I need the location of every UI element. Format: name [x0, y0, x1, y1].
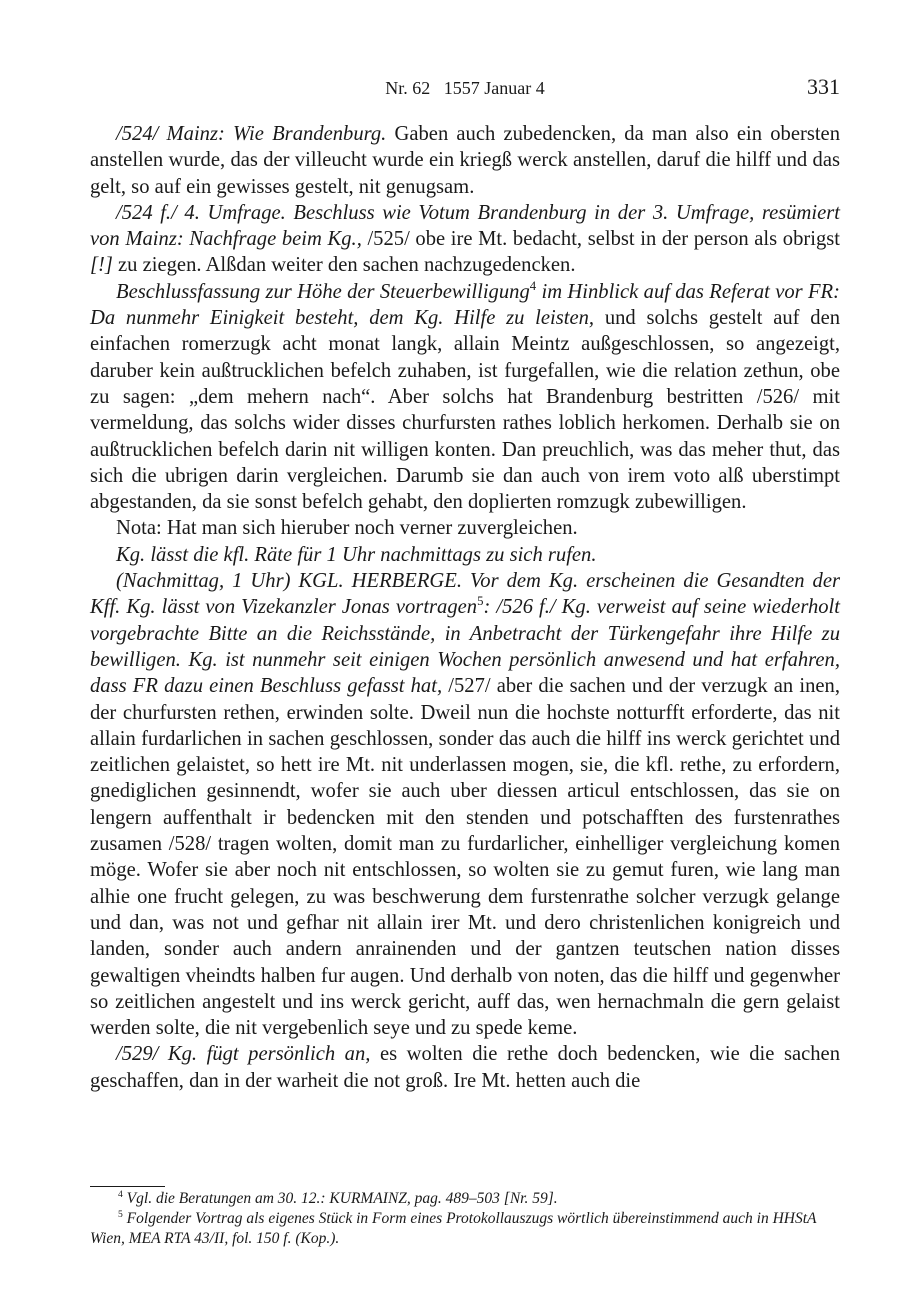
editorial-summary: Beschlussfassung zur Höhe der Steuerbewilligung: [116, 280, 530, 303]
paragraph: [90, 568, 840, 1041]
paragraph: [90, 515, 840, 541]
paragraph: [90, 121, 840, 200]
editorial-summary: Kg. lässt die kfl. Räte für 1 Uhr nachmittags zu sich rufen.: [116, 543, 597, 566]
footnote-marker: 5: [477, 594, 484, 609]
header-center: [90, 78, 840, 99]
editorial-summary: : /526 f./ Kg. verweist auf seine wiederholt vorgebrachte Bitte an die Reichsstände, in Anbetracht der Türkengefahr ihre Hilfe zu bewilligen. Kg. ist nunmehr seit einigen Wochen persönlich anwesend und hat erfahren, dass FR dazu einen Beschluss gefasst hat,: [90, 596, 840, 698]
footnote-text: Folgender Vortrag als eigenes Stück in Form eines Protokollauszugs wörtlich übereinstimmend auch in HHStA Wien, MEA RTA 43/II, fol. 150 f. (Kop.).: [90, 1210, 817, 1247]
footnote-text: Vgl. die Beratungen am 30. 12.: KURMAINZ, pag. 489–503 [Nr. 59].: [122, 1190, 558, 1207]
source-text: /525/ obe ire Mt. bedacht, selbst in der person als obrigst: [361, 228, 840, 251]
footnote-marker: 4: [529, 278, 537, 293]
paragraph: [90, 279, 840, 516]
footnote: [90, 1189, 840, 1209]
page-number: 331: [807, 74, 840, 99]
editorial-summary: /524/ Mainz: Wie Brandenburg.: [116, 123, 387, 145]
header-date: 1557 Januar 4: [443, 78, 545, 98]
editorial-summary: /529/ Kg. fügt persönlich an,: [116, 1043, 371, 1066]
editorial-summary: /524 f./ 4. Umfrage. Beschluss wie Votum Brandenburg in der 3. Umfrage, resümiert von Mainz: Nachfrage beim Kg.,: [90, 201, 840, 251]
footnote-rule: [90, 1186, 165, 1187]
paragraph: [90, 200, 840, 279]
source-text: zu ziegen. Alßdan weiter den sachen nachzugedencken.: [112, 254, 576, 277]
footnote-number: 5: [118, 1208, 123, 1220]
source-text: Nota: Hat man sich hieruber noch verner zuvergleichen.: [116, 517, 578, 540]
editorial-summary: im Hinblick auf das Referat vor FR: Da nunmehr Einigkeit besteht, dem Kg. Hilfe zu leisten,: [90, 280, 840, 330]
header-document-number: Nr. 62: [385, 78, 431, 98]
editorial-summary: [!]: [90, 254, 113, 277]
running-header: [90, 74, 840, 106]
source-text: es wolten die rethe doch bedencken, wie die sachen geschaffen, dan in der warheit die not groß. Ire Mt. hetten auch die: [90, 1043, 840, 1092]
editorial-summary: (Nachmittag, 1 Uhr) KGL. HERBERGE. Vor dem Kg. erscheinen die Gesandten der Kff. Kg. lässt von Vizekanzler Jonas vortragen: [90, 570, 840, 619]
main-text: [90, 121, 840, 1094]
source-text: /527/ aber die sachen und der verzugk an inen, der churfursten rethen, erwinden solte. Dweil nun die hochste notturfft erforderte, das nit allain furdarlichen in sachen geschlossen, sonder das auch die hilff ins werck gerichtet und zeitlichen gelaistet, so hett ire Mt. nit underlassen mogen, sie, die kfl. rethe, zu erfordern, gnediglichen gesinnendt, wofer sie auch uber diessen articul entschlossen, das sie on lengern auffenthalt ir bedencken mit den stenden und potschafften des furstenrathes zusamen /528/ tragen wolten, domit man zu furdarlicher, einhelliger vergleichung komen möge. Wofer sie aber noch nit entschlossen, so wolten sie zu gemut furen, wie lang man alhie one frucht gelegen, zu was beschwerung dem furstenrathe solcher verzugk gelange und dan, was not und gefhar nit allain irer Mt. und dero christenlichen konigreich und landen, sonder auch andern anrainenden und der gantzen teutschen nation disses gewaltigen vheindts halben fur augen. Und derhalb von noten, das die hilff und gegenwher so zeitlichen angestelt und ins werck gericht, auff das, wen hernachmaln die gern gelaist werden solte, die nit vergebenlich seye und zu spede keme.: [90, 675, 840, 1040]
footnote-number: 4: [118, 1188, 123, 1200]
paragraph: [90, 542, 840, 568]
paragraph: [90, 1041, 840, 1094]
source-text: Gaben auch zubedencken, da man also ein obersten anstellen wurde, das der villeucht wurde ein kriegß werck anstellen, daruf die hilff und das gelt, so auf ein gewisses gestelt, nit genugsam.: [90, 123, 840, 198]
footnote: [90, 1209, 840, 1249]
footnotes: [90, 1189, 840, 1249]
source-text: und solchs gestelt auf den einfachen romerzugk acht monat langk, allain Meintz außgeschlossen, so angezeigt, daruber kein außtrucklichen befelch zuhaben, ist furgefallen, wie die relation zethun, obe zu sagen: „dem mehern nach“. Aber solchs hat Brandenburg bestritten /526/ mit vermeldung, das solchs wider disses churfursten rathes loblich herkomen. Derhalb sie on außtrucklichen befelch darin nit willigen konten. Dan preuchlich, was das meher thut, das sich die ubrigen darin vergleichen. Darumb sie dan auch von irem voto alß uberstimpt abgestanden, da sie sonst befelch gehabt, den doplierten romzugk zubewilligen.: [90, 307, 841, 514]
